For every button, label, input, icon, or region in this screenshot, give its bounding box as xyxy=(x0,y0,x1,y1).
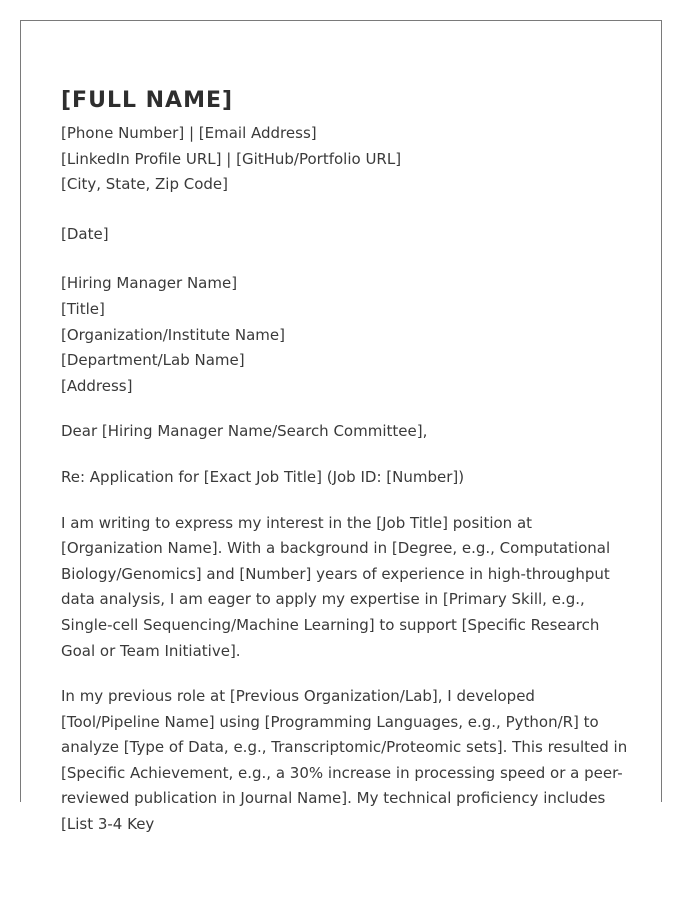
salutation: Dear [Hiring Manager Name/Search Committee], xyxy=(61,422,428,441)
recipient-department: [Department/Lab Name] xyxy=(61,351,245,370)
full-name-heading: [FULL NAME] xyxy=(61,88,234,113)
recipient-organization: [Organization/Institute Name] xyxy=(61,325,285,344)
date-block xyxy=(61,222,631,248)
recipient-block xyxy=(61,271,631,399)
contact-location: [City, State, Zip Code] xyxy=(61,175,229,194)
letter-date: [Date] xyxy=(61,224,109,243)
contact-links: [LinkedIn Profile URL] | [GitHub/Portfolio URL] xyxy=(61,149,402,168)
subject-line: Re: Application for [Exact Job Title] (Job ID: [Number]) xyxy=(61,467,465,486)
subject-block xyxy=(61,465,631,491)
body-paragraph-1: I am writing to express my interest in the [Job Title] position at [Organization Name]. With a background in [Degree, e.g., Computational Biology/Genomics] and [Number] years of experience in high-throughput data analysis, I am eager to apply my expertise in [Primary Skill, e.g., Single-cell Sequencing/Machine Learning] to support [Specific Research Goal or Team Initiative]. xyxy=(61,513,611,660)
contact-phone-email: [Phone Number] | [Email Address] xyxy=(61,124,317,142)
salutation-block xyxy=(61,419,631,445)
body-paragraph-2: In my previous role at [Previous Organization/Lab], I developed [Tool/Pipeline Name] using [Programming Languages, e.g., Python/R] to analyze [Type of Data, e.g., Transcriptomic/Proteomic sets]. This resulted in [Specific Achievement, e.g., a 30% increase in processing speed or a peer-reviewed publication in Journal Name]. My technical proficiency includes [List 3-4 Key xyxy=(61,687,628,834)
recipient-title: [Title] xyxy=(61,299,105,318)
recipient-address: [Address] xyxy=(61,376,133,395)
recipient-name: [Hiring Manager Name] xyxy=(61,274,238,293)
letter-body xyxy=(61,85,631,838)
contact-block xyxy=(61,121,631,198)
document-page xyxy=(20,20,662,834)
